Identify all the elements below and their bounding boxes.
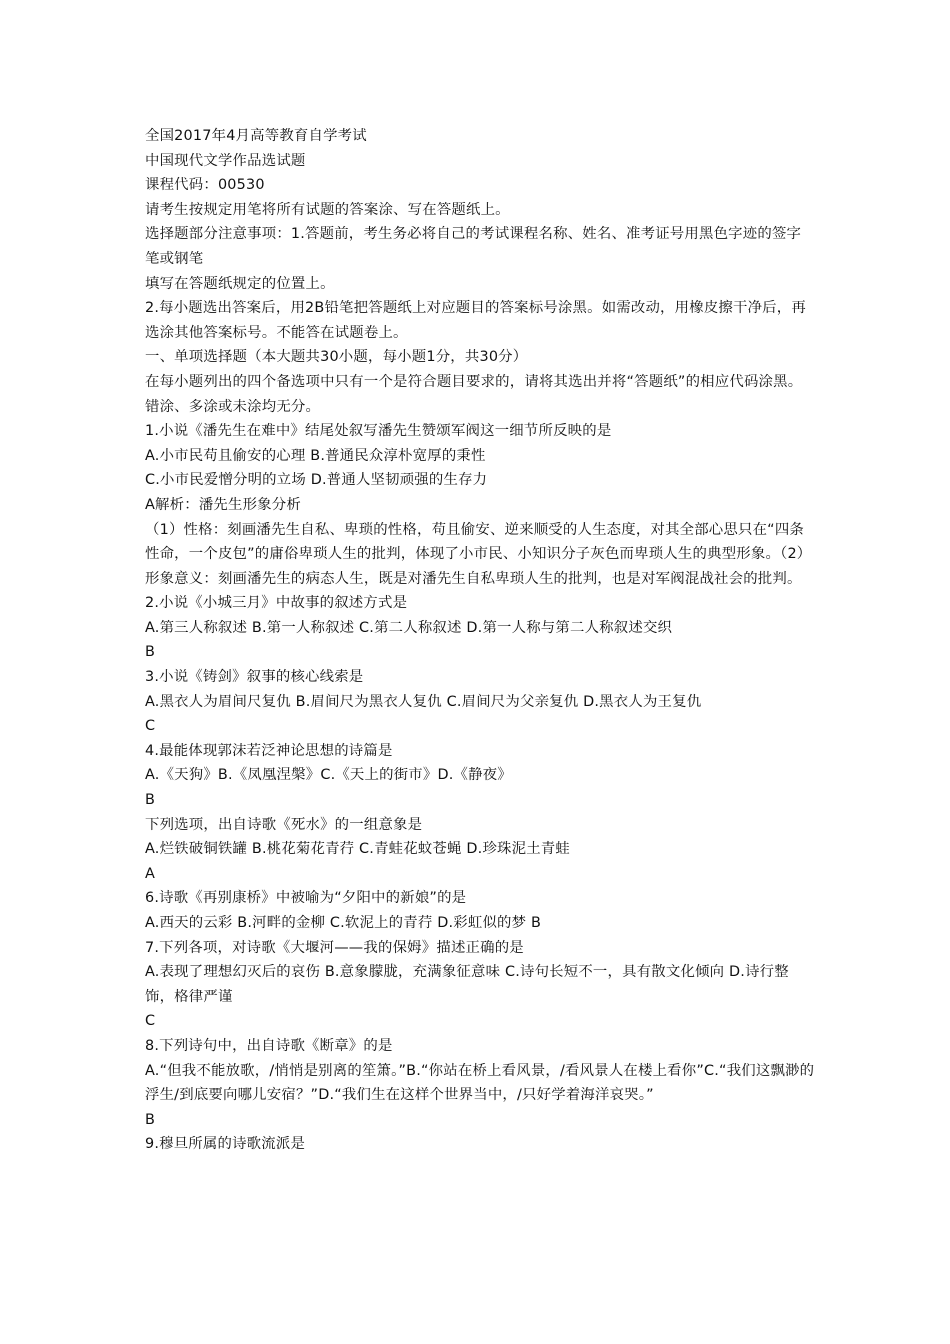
question-stem: 3.小说《铸剑》叙事的核心线索是 <box>145 669 364 686</box>
question-stem: 4.最能体现郭沫若泛神论思想的诗篇是 <box>145 742 393 759</box>
question-options: A.《天狗》B.《凤凰涅槃》C.《天上的街市》D.《静夜》 <box>145 767 512 784</box>
notice-line: 选择题部分注意事项：1.答题前，考生务必将自己的考试课程名称、姓名、准考证号用黑色字迹的签字笔或钢笔 <box>145 226 802 267</box>
question-options: A.表现了理想幻灭后的哀伤 B.意象朦胧，充满象征意味 C.诗句长短不一，具有散文化倾向 D.诗行整饰，格律严谨 <box>145 964 789 1005</box>
question-stem: 下列选项，出自诗歌《死水》的一组意象是 <box>145 816 423 833</box>
question-stem: 9.穆旦所属的诗歌流派是 <box>145 1136 306 1153</box>
subject-title-line: 中国现代文学作品选试题 <box>145 152 306 169</box>
question-options: C.小市民爱憎分明的立场 D.普通人坚韧顽强的生存力 <box>145 472 488 489</box>
exam-title-line: 全国2017年4月高等教育自学考试 <box>145 128 367 144</box>
notice-line: 填写在答题纸规定的位置上。 <box>145 275 335 292</box>
section-instruction: 在每小题列出的四个备选项中只有一个是符合题目要求的，请将其选出并将“答题纸”的相应代码涂黑。错涂、多涂或未涂均无分。 <box>145 373 803 415</box>
answer-line: C <box>145 1013 156 1030</box>
answer-line: B <box>145 1111 156 1128</box>
question-stem: 2.小说《小城三月》中故事的叙述方式是 <box>145 595 408 612</box>
question-stem: 1.小说《潘先生在难中》结尾处叙写潘先生赞颂军阀这一细节所反映的是 <box>145 423 612 440</box>
document-body <box>145 124 815 1157</box>
question-stem: 8.下列诗句中，出自诗歌《断章》的是 <box>145 1037 393 1054</box>
course-code-line: 课程代码：00530 <box>145 177 265 194</box>
answer-analysis: （1）性格：刻画潘先生自私、卑琐的性格，苟且偷安、逆来顺受的人生态度，对其全部心思只在“四条性命，一个皮包”的庸俗卑琐人生的批判，体现了小市民、小知识分子灰色而卑琐人生的典型形象。（2）形象意义：刻画潘先生的病态人生，既是对潘先生自私卑琐人生的批判，也是对军阀混战社会的批判。 <box>145 521 812 587</box>
answer-line: C <box>145 718 156 735</box>
answer-analysis-heading: A解析：潘先生形象分析 <box>145 496 301 513</box>
notice-line: 2.每小题选出答案后，用2B铅笔把答题纸上对应题目的答案标号涂黑。如需改动，用橡皮擦干净后，再选涂其他答案标号。不能答在试题卷上。 <box>145 300 806 341</box>
section-heading: 一、单项选择题（本大题共30小题，每小题1分，共30分） <box>145 349 528 366</box>
question-stem: 7.下列各项，对诗歌《大堰河——我的保姆》描述正确的是 <box>145 939 524 956</box>
answer-line: B <box>145 644 156 661</box>
question-options: A.烂铁破铜铁罐 B.桃花菊花青荇 C.青蛙花蚊苍蝇 D.珍珠泥土青蛙 <box>145 841 570 858</box>
question-options: A.西天的云彩 B.河畔的金柳 C.软泥上的青荇 D.彩虹似的梦 B <box>145 915 542 931</box>
question-options: A.“但我不能放歌，/悄悄是别离的笙箫。”B.“你站在桥上看风景，/看风景人在楼上看你”C.“我们这飘渺的浮生/到底要向哪儿安宿？”D.“我们生在这样个世界当中，/只好学着海洋哀哭。” <box>145 1062 815 1104</box>
answer-line: B <box>145 792 156 809</box>
instruction-line: 请考生按规定用笔将所有试题的答案涂、写在答题纸上。 <box>145 201 510 218</box>
question-options: A.第三人称叙述 B.第一人称叙述 C.第二人称叙述 D.第一人称与第二人称叙述交织 <box>145 619 673 636</box>
question-stem: 6.诗歌《再别康桥》中被喻为“夕阳中的新娘”的是 <box>145 890 467 907</box>
answer-line: A <box>145 865 156 882</box>
question-options: A.小市民苟且偷安的心理 B.普通民众淳朴宽厚的秉性 <box>145 447 486 464</box>
question-options: A.黑衣人为眉间尺复仇 B.眉间尺为黑衣人复仇 C.眉间尺为父亲复仇 D.黑衣人为王复仇 <box>145 693 702 710</box>
